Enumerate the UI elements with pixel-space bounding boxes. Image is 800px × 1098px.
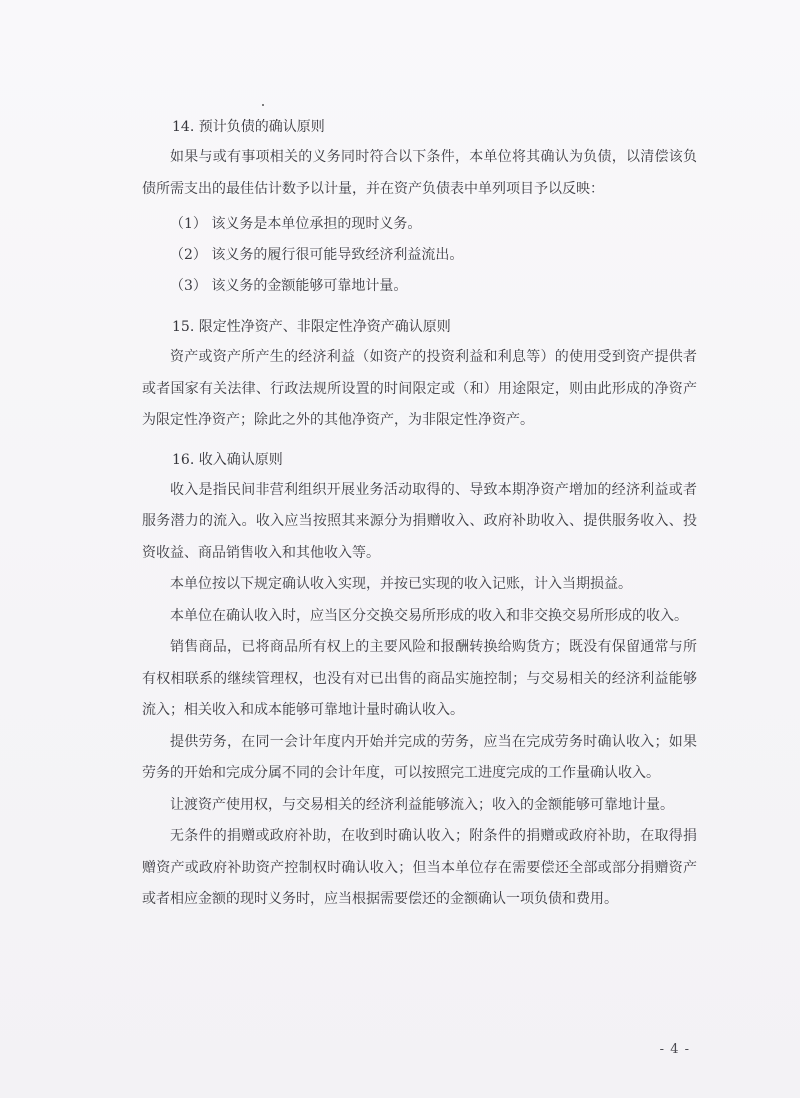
- document-body: [142, 112, 697, 916]
- section-revenue: [142, 445, 697, 916]
- paragraph: 收入是指民间非营利组织开展业务活动取得的、导致本期净资产增加的经济利益或者服务潜力的流入。收入应当按照其来源分为捐赠收入、政府补助收入、提供服务收入、投资收益、商品销售收入和其他收入等。: [142, 481, 697, 561]
- paragraph: 提供劳务，在同一会计年度内开始并完成的劳务，应当在完成劳务时确认收入；如果劳务的开始和完成分属不同的会计年度，可以按照完工进度完成的工作量确认收入。: [142, 733, 697, 781]
- list-item: （1） 该义务是本单位承担的现时义务。: [170, 216, 422, 232]
- section-provisions: [142, 112, 697, 302]
- section-net-assets: [142, 312, 697, 437]
- paragraph: 让渡资产使用权，与交易相关的经济利益能够流入；收入的金额能够可靠地计量。: [170, 796, 674, 813]
- section-heading: 15. 限定性净资产、非限定性净资产确认原则: [172, 319, 451, 335]
- paragraph: 销售商品，已将商品所有权上的主要风险和报酬转换给购货方；既没有保留通常与所有权相联系的继续管理权，也没有对已出售的商品实施控制；与交易相关的经济利益能够流入；相关收入和成本能够可靠地计量时确认收入。: [142, 639, 697, 718]
- paragraph: 无条件的捐赠或政府补助，在收到时确认收入；附条件的捐赠或政府补助，在取得捐赠资产或政府补助资产控制权时确认收入；但当本单位存在需要偿还全部或部分捐赠资产或者相应金额的现时义务时，应当根据需要偿还的金额确认一项负债和费用。: [142, 828, 697, 907]
- page-number: - 4 -: [659, 1042, 690, 1057]
- paragraph: 本单位按以下规定确认收入实现，并按已实现的收入记账，计入当期损益。: [170, 576, 632, 592]
- paragraph: 如果与或有事项相关的义务同时符合以下条件，本单位将其确认为负债，以清偿该负债所需支出的最佳估计数予以计量，并在资产负债表中单列项目予以反映：: [142, 149, 697, 197]
- list-item: （3） 该义务的金额能够可靠地计量。: [170, 278, 408, 294]
- scan-speck: [262, 104, 264, 106]
- list-item: （2） 该义务的履行很可能导致经济利益流出。: [170, 247, 464, 263]
- paragraph: 本单位在确认收入时，应当区分交换交易所形成的收入和非交换交易所形成的收入。: [170, 607, 688, 624]
- section-heading: 14. 预计负债的确认原则: [172, 119, 325, 135]
- section-heading: 16. 收入确认原则: [172, 451, 283, 468]
- paragraph: 资产或资产所产生的经济利益（如资产的投资利益和利息等）的使用受到资产提供者或者国家有关法律、行政法规所设置的时间限定或（和）用途限定，则由此形成的净资产为限定性净资产；除此之外的其他净资产，为非限定性净资产。: [142, 349, 697, 428]
